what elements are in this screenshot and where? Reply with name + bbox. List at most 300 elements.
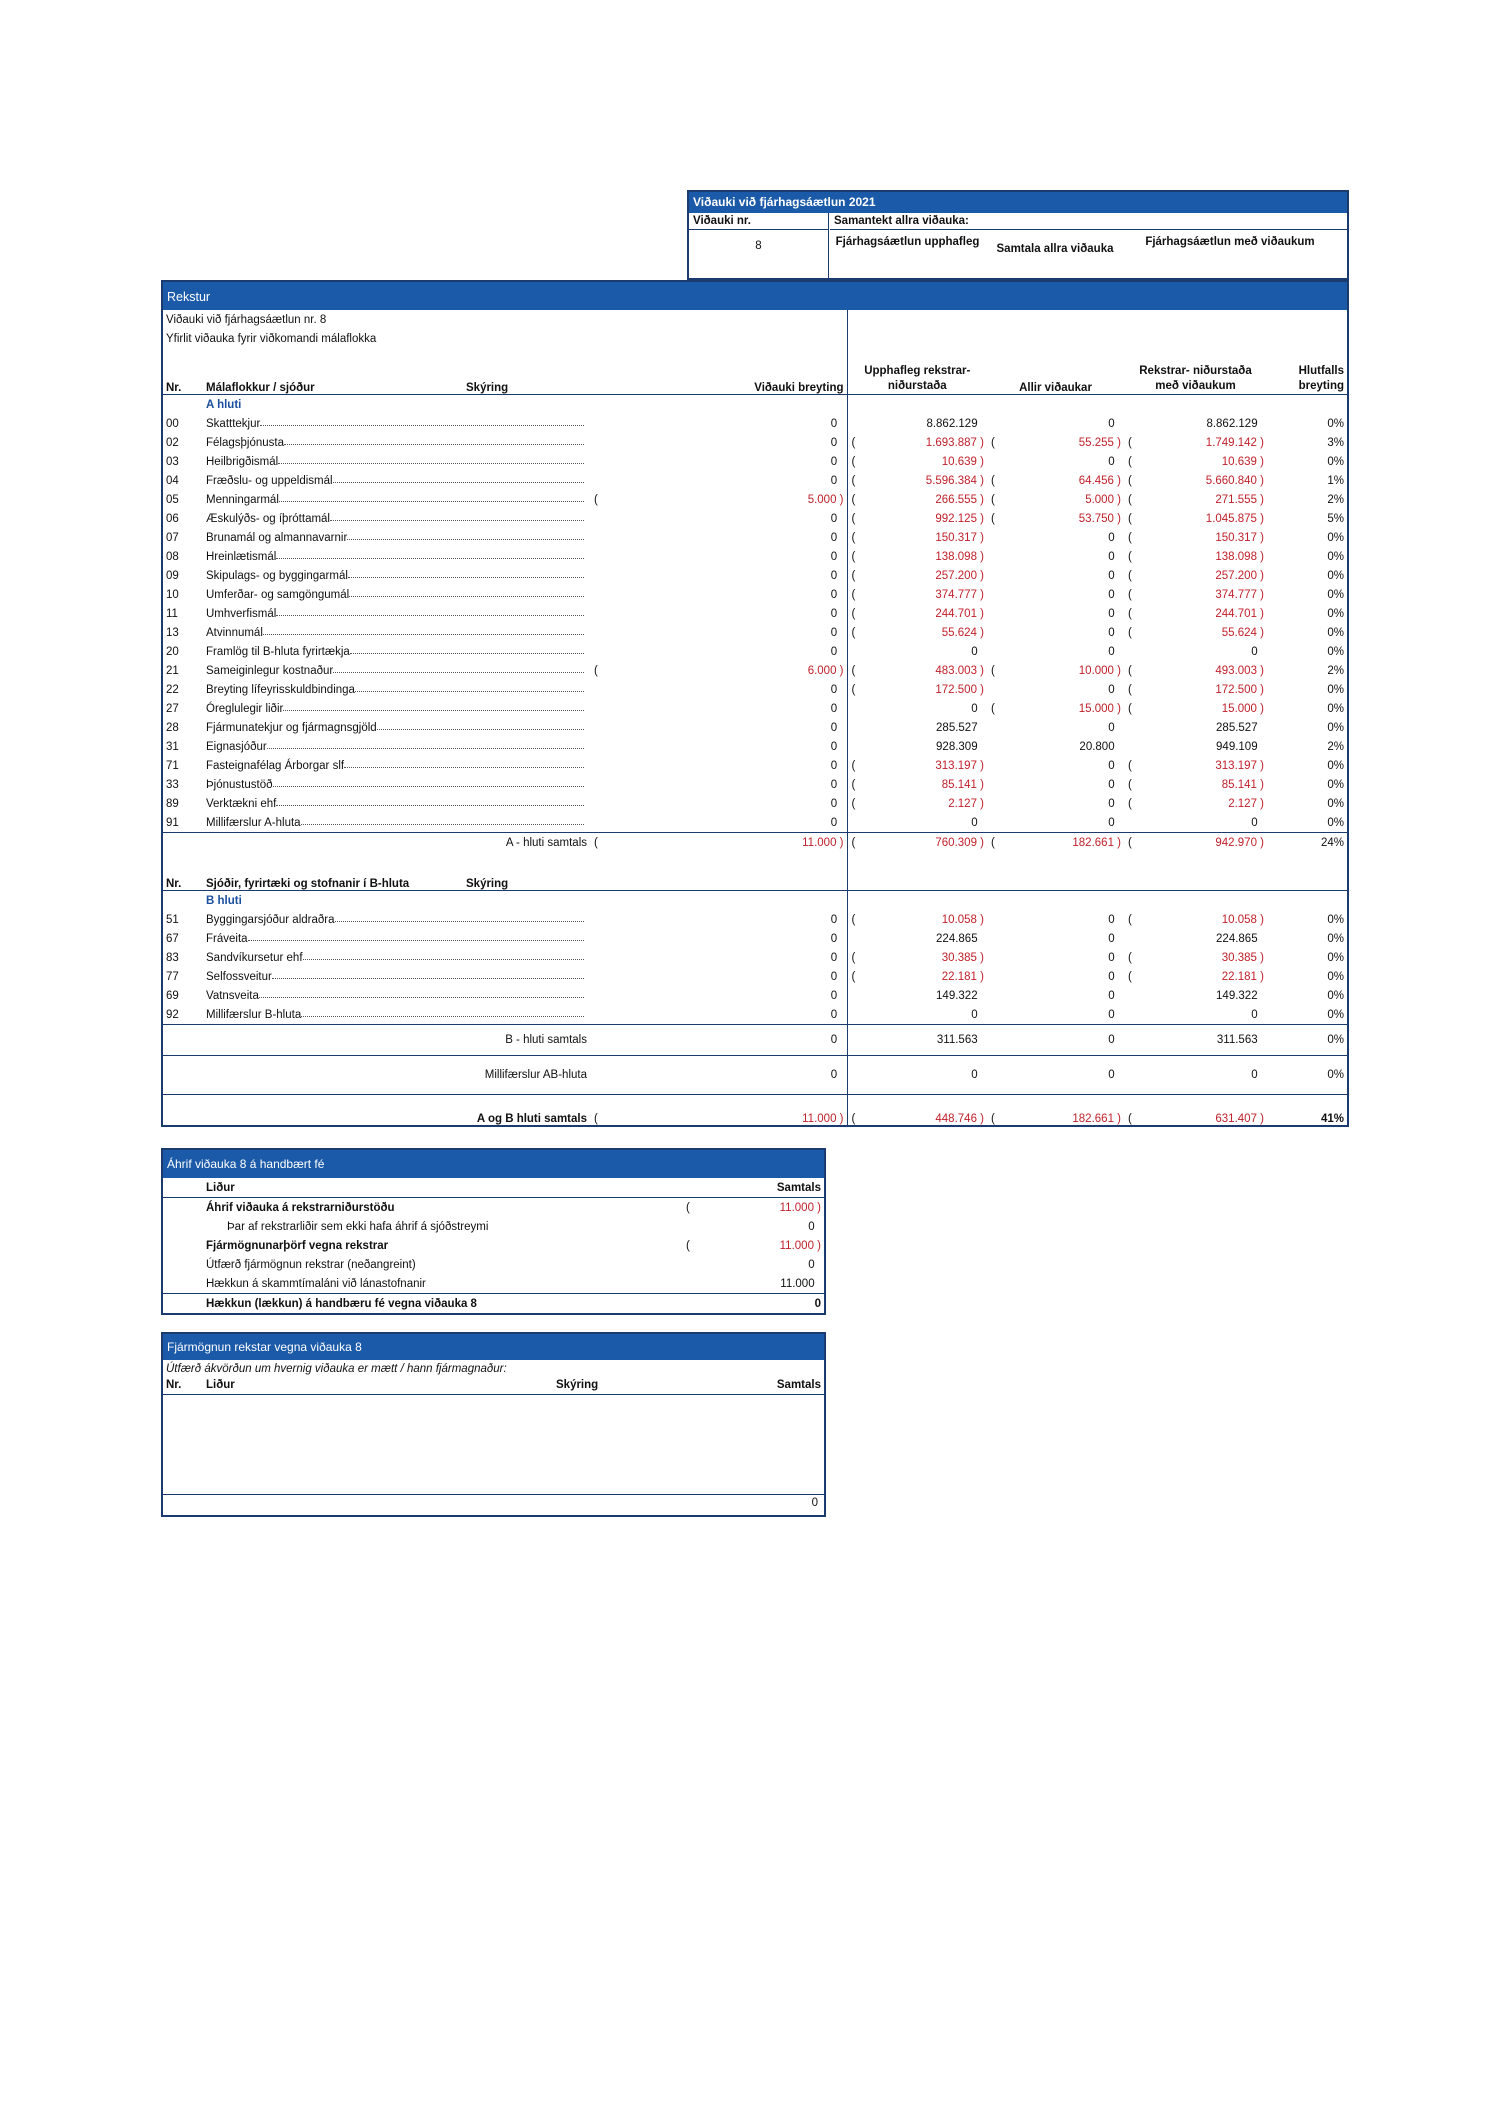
- row-vidauki: [590, 737, 847, 756]
- row-upphafleg-value: 0: [971, 702, 978, 715]
- total-label: A - hluti samtals: [163, 833, 590, 853]
- row-vidauki-value: 0: [830, 683, 838, 696]
- row-upphafleg-value: 22.181: [941, 970, 977, 983]
- row-hlutfall: 5%: [1327, 512, 1344, 525]
- dot-leader: [333, 475, 584, 483]
- row-nidurstada: [1124, 813, 1267, 833]
- row-upphafleg: [847, 718, 987, 737]
- row-nidurstada-value: 374.777: [1215, 588, 1257, 601]
- negative-paren: (: [1128, 1113, 1132, 1125]
- fjarmognun-col-lidur: Liður: [203, 1375, 553, 1395]
- row-hlutfall: 0%: [1327, 645, 1344, 658]
- row-hlutfall: 0%: [1327, 607, 1344, 620]
- row-allir: [987, 813, 1124, 833]
- row-name-cell: [203, 566, 590, 585]
- row-hlutfall: 2%: [1327, 740, 1344, 753]
- row-nr: 67: [166, 932, 179, 945]
- row-upphafleg-value: 172.500: [935, 683, 977, 696]
- row-allir: ( 15.000 ): [991, 702, 1121, 715]
- handbaert-rows: [163, 1198, 824, 1294]
- row-hlutfall: 0%: [1327, 626, 1344, 639]
- row-upphafleg-value: 0: [971, 645, 978, 658]
- dot-leader: [377, 722, 584, 730]
- row-nidurstada: ( 2.127 ): [1128, 797, 1264, 810]
- dot-leader: [283, 703, 584, 711]
- row-name: Menningarmál: [206, 493, 279, 506]
- negative-paren: (: [851, 455, 856, 468]
- total-nidurstada: [1124, 1025, 1267, 1056]
- negative-paren: (: [1128, 531, 1132, 544]
- row-vidauki: [590, 929, 847, 948]
- table-row: [163, 452, 1347, 471]
- row-upphafleg: ( 2.127 ): [851, 797, 984, 810]
- row-vidauki-value: 0: [830, 455, 838, 468]
- negative-paren: (: [851, 836, 856, 849]
- table-row: [163, 433, 1347, 452]
- a-hluti-total: [163, 833, 1347, 853]
- handbaert-row: [163, 1236, 824, 1255]
- row-nidurstada: ( 30.385 ): [1128, 951, 1264, 964]
- table-row: [163, 775, 1347, 794]
- handbaert-row-value: [703, 1255, 824, 1274]
- negative-paren: (: [851, 951, 856, 964]
- row-upphafleg: [847, 699, 987, 718]
- handbaert-row-value: [703, 1274, 824, 1294]
- row-upphafleg-value: 55.624: [941, 626, 977, 639]
- row-hlutfall: 2%: [1327, 493, 1344, 506]
- table-row: [163, 642, 1347, 661]
- row-allir: [987, 910, 1124, 929]
- row-name-cell: [203, 986, 590, 1005]
- fjarmognun-col-samtals: Samtals: [703, 1375, 824, 1395]
- col-allir-vidaukar: Allir viðaukar: [987, 348, 1124, 395]
- row-name-cell: [203, 737, 590, 756]
- row-vidauki-value: 0: [830, 645, 838, 658]
- negative-paren: (: [1128, 778, 1132, 791]
- row-nidurstada-value: 22.181: [1221, 970, 1257, 983]
- row-upphafleg: [847, 813, 987, 833]
- row-hlutfall: 0%: [1327, 1008, 1344, 1021]
- total-upphafleg: ( 760.309 ): [847, 833, 987, 853]
- total-allir-value: 182.661: [1072, 836, 1114, 849]
- row-nidurstada: ( 1.749.142 ): [1128, 436, 1264, 449]
- row-allir: [987, 528, 1124, 547]
- row-nidurstada-value: 285.527: [1216, 721, 1258, 734]
- row-upphafleg: [847, 986, 987, 1005]
- row-nidurstada-value: 8.862.129: [1206, 417, 1258, 430]
- row-upphafleg-value: 285.527: [936, 721, 978, 734]
- row-vidauki-value: 0: [830, 626, 838, 639]
- row-allir: [987, 547, 1124, 566]
- row-name-cell: [203, 699, 590, 718]
- row-hlutfall: 0%: [1327, 913, 1344, 926]
- dot-leader: [347, 532, 584, 540]
- row-nidurstada: ( 271.555 ): [1128, 493, 1264, 506]
- dot-leader: [276, 798, 584, 806]
- row-upphafleg: [847, 642, 987, 661]
- row-allir-value: 0: [1108, 626, 1115, 639]
- row-vidauki: [590, 623, 847, 642]
- total-vidauki: ( 11.000 ): [590, 1095, 847, 1126]
- row-vidauki: [590, 547, 847, 566]
- row-hlutfall: 0%: [1327, 778, 1344, 791]
- row-hlutfall: 3%: [1327, 436, 1344, 449]
- negative-paren: (: [851, 1113, 856, 1125]
- row-allir: [987, 929, 1124, 948]
- row-nidurstada-value: 493.003: [1215, 664, 1257, 677]
- handbaert-row-value: 11.000 ): [779, 1239, 821, 1252]
- row-allir: [987, 718, 1124, 737]
- row-hlutfall: 0%: [1327, 932, 1344, 945]
- row-allir: [987, 794, 1124, 813]
- handbaert-col-samtals: Samtals: [703, 1178, 824, 1198]
- row-nidurstada: [1124, 414, 1267, 433]
- row-nidurstada-value: 5.660.840: [1205, 474, 1257, 487]
- row-name-cell: [203, 680, 590, 699]
- col-samtala: Samtala allra viðauka: [996, 243, 1114, 255]
- row-hlutfall: 0%: [1327, 417, 1344, 430]
- row-allir: [987, 948, 1124, 967]
- total-allir: [987, 1025, 1124, 1056]
- negative-paren: (: [1128, 607, 1132, 620]
- row-hlutfall: 2%: [1327, 664, 1344, 677]
- row-vidauki-value: 0: [830, 778, 838, 791]
- row-upphafleg-value: 2.127: [948, 797, 977, 810]
- row-upphafleg-value: 0: [971, 1008, 978, 1021]
- row-vidauki: [590, 414, 847, 433]
- negative-paren: (: [1128, 759, 1132, 772]
- handbaert-row: [163, 1217, 824, 1236]
- row-nidurstada-value: 224.865: [1216, 932, 1258, 945]
- negative-paren: (: [1128, 436, 1132, 449]
- b-header-row: [163, 871, 1347, 891]
- row-vidauki: [590, 948, 847, 967]
- total-upphafleg-value: 311.563: [936, 1034, 978, 1046]
- negative-paren: (: [1128, 493, 1132, 506]
- row-allir-value: 0: [1108, 778, 1115, 791]
- row-allir-value: 0: [1108, 913, 1115, 926]
- row-vidauki-value: 0: [830, 740, 838, 753]
- table-row: [163, 604, 1347, 623]
- row-allir-value: 0: [1108, 607, 1115, 620]
- row-vidauki: [590, 699, 847, 718]
- table-row: [163, 910, 1347, 929]
- row-name: Æskulýðs- og íþróttamál: [206, 512, 330, 525]
- row-nidurstada: ( 244.701 ): [1128, 607, 1264, 620]
- row-name: Heilbrigðismál: [206, 455, 279, 468]
- handbaert-total-row: [163, 1294, 824, 1314]
- row-name-cell: [203, 661, 590, 680]
- row-nidurstada: ( 15.000 ): [1128, 702, 1264, 715]
- row-nr: 28: [166, 721, 179, 734]
- fjarmognun-col-nr: Nr.: [163, 1375, 203, 1395]
- b-col-nr: Nr.: [163, 871, 203, 891]
- dot-leader: [267, 741, 584, 749]
- b-col-name: Sjóðir, fyrirtæki og stofnanir í B-hluta: [203, 871, 463, 891]
- dot-leader: [278, 456, 584, 464]
- row-vidauki: [590, 642, 847, 661]
- row-allir-value: 0: [1108, 550, 1115, 563]
- row-upphafleg-value: 10.058: [941, 913, 977, 926]
- rekstur-subtitle-2: Yfirlit viðauka fyrir viðkomandi málaflokka: [166, 332, 377, 345]
- row-nidurstada-value: 10.058: [1221, 913, 1257, 926]
- row-nidurstada: [1124, 929, 1267, 948]
- row-vidauki: [590, 794, 847, 813]
- row-nidurstada: [1124, 1005, 1267, 1025]
- row-name: Fráveita: [206, 932, 248, 945]
- handbaert-row-label: Hækkun á skammtímaláni við lánastofnanir: [206, 1277, 426, 1290]
- a-hluti-rows: [163, 414, 1347, 833]
- ab-transfer: [163, 1056, 1347, 1095]
- row-vidauki: [590, 813, 847, 833]
- total-vidauki: [590, 1056, 847, 1095]
- negative-paren: (: [1128, 569, 1132, 582]
- negative-paren: (: [1128, 836, 1132, 849]
- row-upphafleg-value: 313.197: [935, 759, 977, 772]
- rekstur-column-headers: [163, 348, 1347, 395]
- row-name: Breyting lífeyrisskuldbindinga: [206, 683, 355, 696]
- table-row: [163, 986, 1347, 1005]
- fjarmognun-col-skyring: Skýring: [553, 1375, 703, 1395]
- row-allir-value: 10.000: [1078, 664, 1114, 677]
- row-nidurstada-value: 10.639: [1221, 455, 1257, 468]
- handbaert-row-value-text: 11.000: [780, 1277, 815, 1290]
- row-allir-value: 0: [1108, 1008, 1115, 1021]
- negative-paren: (: [1128, 683, 1132, 696]
- row-vidauki: [590, 604, 847, 623]
- negative-paren: (: [1128, 664, 1132, 677]
- negative-paren: (: [851, 588, 856, 601]
- row-nidurstada-value: 55.624: [1221, 626, 1257, 639]
- row-nr: 92: [166, 1008, 179, 1021]
- fjarmognun-header-row: [163, 1375, 824, 1395]
- fjarmognun-subtitle: Útfærð ákvörðun um hvernig viðauka er mætt / hann fjármagnaður:: [166, 1363, 507, 1375]
- handbaert-row-label: Fjármögnunarþörf vegna rekstrar: [206, 1239, 389, 1252]
- total-hlutfall: 24%: [1267, 833, 1347, 853]
- row-nr: 05: [166, 493, 179, 506]
- handbaert-header-row: [163, 1178, 824, 1198]
- row-upphafleg: ( 5.596.384 ): [851, 474, 984, 487]
- b-col-skyring: Skýring: [463, 871, 590, 891]
- row-vidauki-value: 0: [830, 417, 838, 430]
- row-nr: 11: [166, 607, 178, 620]
- negative-paren: (: [851, 778, 856, 791]
- row-nidurstada: ( 150.317 ): [1128, 531, 1264, 544]
- row-nidurstada: ( 313.197 ): [1128, 759, 1264, 772]
- table-row: [163, 737, 1347, 756]
- handbaert-band: Áhrif viðauka 8 á handbært fé: [163, 1150, 824, 1178]
- handbaert-row-value-text: 0: [808, 1258, 815, 1271]
- row-nidurstada-value: 244.701: [1215, 607, 1257, 620]
- row-name-cell: [203, 604, 590, 623]
- row-upphafleg-value: 244.701: [935, 607, 977, 620]
- row-upphafleg-value: 85.141: [941, 778, 977, 791]
- total-nidurstada-value: 631.407: [1215, 1113, 1257, 1125]
- row-allir-value: 0: [1108, 721, 1115, 734]
- row-name-cell: [203, 509, 590, 528]
- row-allir: [987, 775, 1124, 794]
- col-vidauki-breyting: Viðauki breyting: [590, 348, 847, 395]
- rekstur-subtitle-1: Viðauki við fjárhagsáætlun nr. 8: [166, 313, 327, 326]
- row-hlutfall: 0%: [1327, 531, 1344, 544]
- handbaert-row-value: 11.000 ): [779, 1201, 821, 1214]
- table-row: [163, 948, 1347, 967]
- total-upphafleg-value: 448.746: [935, 1113, 977, 1125]
- header-band: Viðauki við fjárhagsáætlun 2021: [689, 192, 1347, 213]
- row-hlutfall: 0%: [1327, 683, 1344, 696]
- row-nidurstada: [1124, 737, 1267, 756]
- row-hlutfall: 1%: [1327, 474, 1344, 487]
- row-hlutfall: 0%: [1327, 721, 1344, 734]
- col-malaflokkur: Málaflokkur / sjóður: [203, 348, 463, 395]
- row-nr: 91: [166, 816, 179, 829]
- row-allir: [987, 414, 1124, 433]
- negative-paren: (: [991, 493, 995, 506]
- table-row: [163, 661, 1347, 680]
- row-upphafleg-value: 10.639: [941, 455, 977, 468]
- row-upphafleg: ( 138.098 ): [851, 550, 984, 563]
- row-upphafleg-value: 138.098: [935, 550, 977, 563]
- row-name: Félagsþjónusta: [206, 436, 284, 449]
- row-vidauki-value: 0: [830, 531, 838, 544]
- row-vidauki-value: 0: [830, 989, 838, 1002]
- row-upphafleg-value: 8.862.129: [926, 417, 978, 430]
- handbaert-col-lidur: Liður: [203, 1178, 683, 1198]
- row-vidauki-value: 5.000: [807, 493, 837, 506]
- handbaert-row-label: Áhrif viðauka á rekstrarniðurstöðu: [206, 1201, 395, 1214]
- row-nidurstada: ( 5.660.840 ): [1128, 474, 1264, 487]
- negative-paren: (: [1128, 797, 1132, 810]
- total-upphafleg: ( 448.746 ): [847, 1095, 987, 1126]
- row-nr: 08: [166, 550, 179, 563]
- row-name: Byggingarsjóður aldraðra: [206, 913, 335, 926]
- row-nr: 09: [166, 569, 179, 582]
- row-allir-value: 0: [1108, 759, 1115, 772]
- row-name-cell: [203, 414, 590, 433]
- rekstur-sub2-row: [163, 329, 1347, 348]
- negative-paren: (: [851, 607, 856, 620]
- rekstur-band: Rekstur: [161, 280, 1349, 310]
- handbaert-row-spacer: [163, 1274, 203, 1294]
- dot-leader: [263, 627, 584, 635]
- row-nidurstada: [1124, 986, 1267, 1005]
- row-upphafleg-value: 149.322: [936, 989, 978, 1002]
- dot-leader: [355, 684, 584, 692]
- row-vidauki: ( 6.000 ): [590, 661, 847, 680]
- row-name: Sandvíkursetur ehf: [206, 951, 303, 964]
- dot-leader: [284, 437, 584, 445]
- row-vidauki: [590, 585, 847, 604]
- negative-paren: (: [594, 493, 598, 506]
- row-name-cell: [203, 718, 590, 737]
- row-nidurstada-value: 313.197: [1215, 759, 1257, 772]
- row-allir-value: 0: [1108, 932, 1115, 945]
- total-row: [163, 1056, 1347, 1095]
- table-row: [163, 490, 1347, 509]
- negative-paren: (: [991, 1113, 995, 1125]
- negative-paren: (: [851, 759, 856, 772]
- row-allir-value: 0: [1108, 816, 1115, 829]
- dot-leader: [333, 665, 584, 673]
- row-vidauki: [590, 910, 847, 929]
- row-vidauki-value: 0: [830, 913, 838, 926]
- row-nr: 02: [166, 436, 179, 449]
- total-nidurstada: [1124, 1056, 1267, 1095]
- row-vidauki: [590, 1005, 847, 1025]
- handbaert-row-spacer: [163, 1236, 203, 1255]
- row-upphafleg-value: 374.777: [935, 588, 977, 601]
- row-upphafleg: ( 992.125 ): [851, 512, 984, 525]
- row-nidurstada: ( 172.500 ): [1128, 683, 1264, 696]
- row-nr: 77: [166, 970, 179, 983]
- row-name-cell: [203, 756, 590, 775]
- row-name: Eignasjóður: [206, 740, 267, 753]
- rekstur-table-box: [161, 310, 1349, 1127]
- dot-leader: [276, 608, 584, 616]
- handbaert-total-label: Hækkun (lækkun) á handbæru fé vegna viðauka 8: [203, 1294, 683, 1314]
- total-vidauki-value: 11.000: [802, 836, 837, 849]
- row-vidauki: [590, 775, 847, 794]
- table-row: [163, 585, 1347, 604]
- total-vidauki: [590, 1025, 847, 1056]
- row-name: Selfossveitur: [206, 970, 272, 983]
- row-nidurstada: ( 55.624 ): [1128, 626, 1264, 639]
- negative-paren: (: [991, 664, 995, 677]
- total-vidauki-value: 0: [830, 1069, 838, 1081]
- row-allir: [987, 756, 1124, 775]
- negative-paren: (: [686, 1201, 690, 1214]
- row-upphafleg: ( 22.181 ): [851, 970, 984, 983]
- b-hluti-label: B hluti: [206, 894, 242, 907]
- row-nr: 33: [166, 778, 179, 791]
- handbaert-row-value: [703, 1217, 824, 1236]
- row-nr: 00: [166, 417, 179, 430]
- row-name: Þjónustustöð: [206, 778, 273, 791]
- spacer-row: [163, 852, 1347, 871]
- row-nr: 06: [166, 512, 179, 525]
- negative-paren: (: [851, 913, 856, 926]
- row-upphafleg: ( 1.693.887 ): [851, 436, 984, 449]
- row-allir: ( 53.750 ): [991, 512, 1121, 525]
- row-allir-value: 0: [1108, 970, 1115, 983]
- negative-paren: [683, 1255, 703, 1274]
- row-allir-value: 0: [1108, 588, 1115, 601]
- negative-paren: (: [991, 512, 995, 525]
- rekstur-section: [161, 280, 1349, 1127]
- total-hlutfall: 0%: [1267, 1025, 1347, 1056]
- fjarmognun-section: [161, 1332, 826, 1517]
- row-name-cell: [203, 471, 590, 490]
- table-row: [163, 414, 1347, 433]
- dot-leader: [301, 1009, 584, 1017]
- row-nidurstada-value: 0: [1251, 816, 1258, 829]
- row-upphafleg: ( 30.385 ): [851, 951, 984, 964]
- handbaert-row: [163, 1274, 824, 1294]
- row-upphafleg-value: 150.317: [935, 531, 977, 544]
- b-section-row: [163, 891, 1347, 911]
- row-name-cell: [203, 775, 590, 794]
- row-name: Fræðslu- og uppeldismál: [206, 474, 333, 487]
- total-allir-value: 0: [1108, 1034, 1115, 1046]
- negative-paren: (: [851, 512, 856, 525]
- row-name-cell: [203, 433, 590, 452]
- total-hlutfall: 41%: [1267, 1095, 1347, 1126]
- row-name: Umferðar- og samgöngumál: [206, 588, 350, 601]
- row-allir-value: 64.456: [1078, 474, 1114, 487]
- dot-leader: [273, 779, 585, 787]
- fjarhagsaetlun-header: [687, 190, 1349, 280]
- row-vidauki-value: 6.000: [807, 664, 837, 677]
